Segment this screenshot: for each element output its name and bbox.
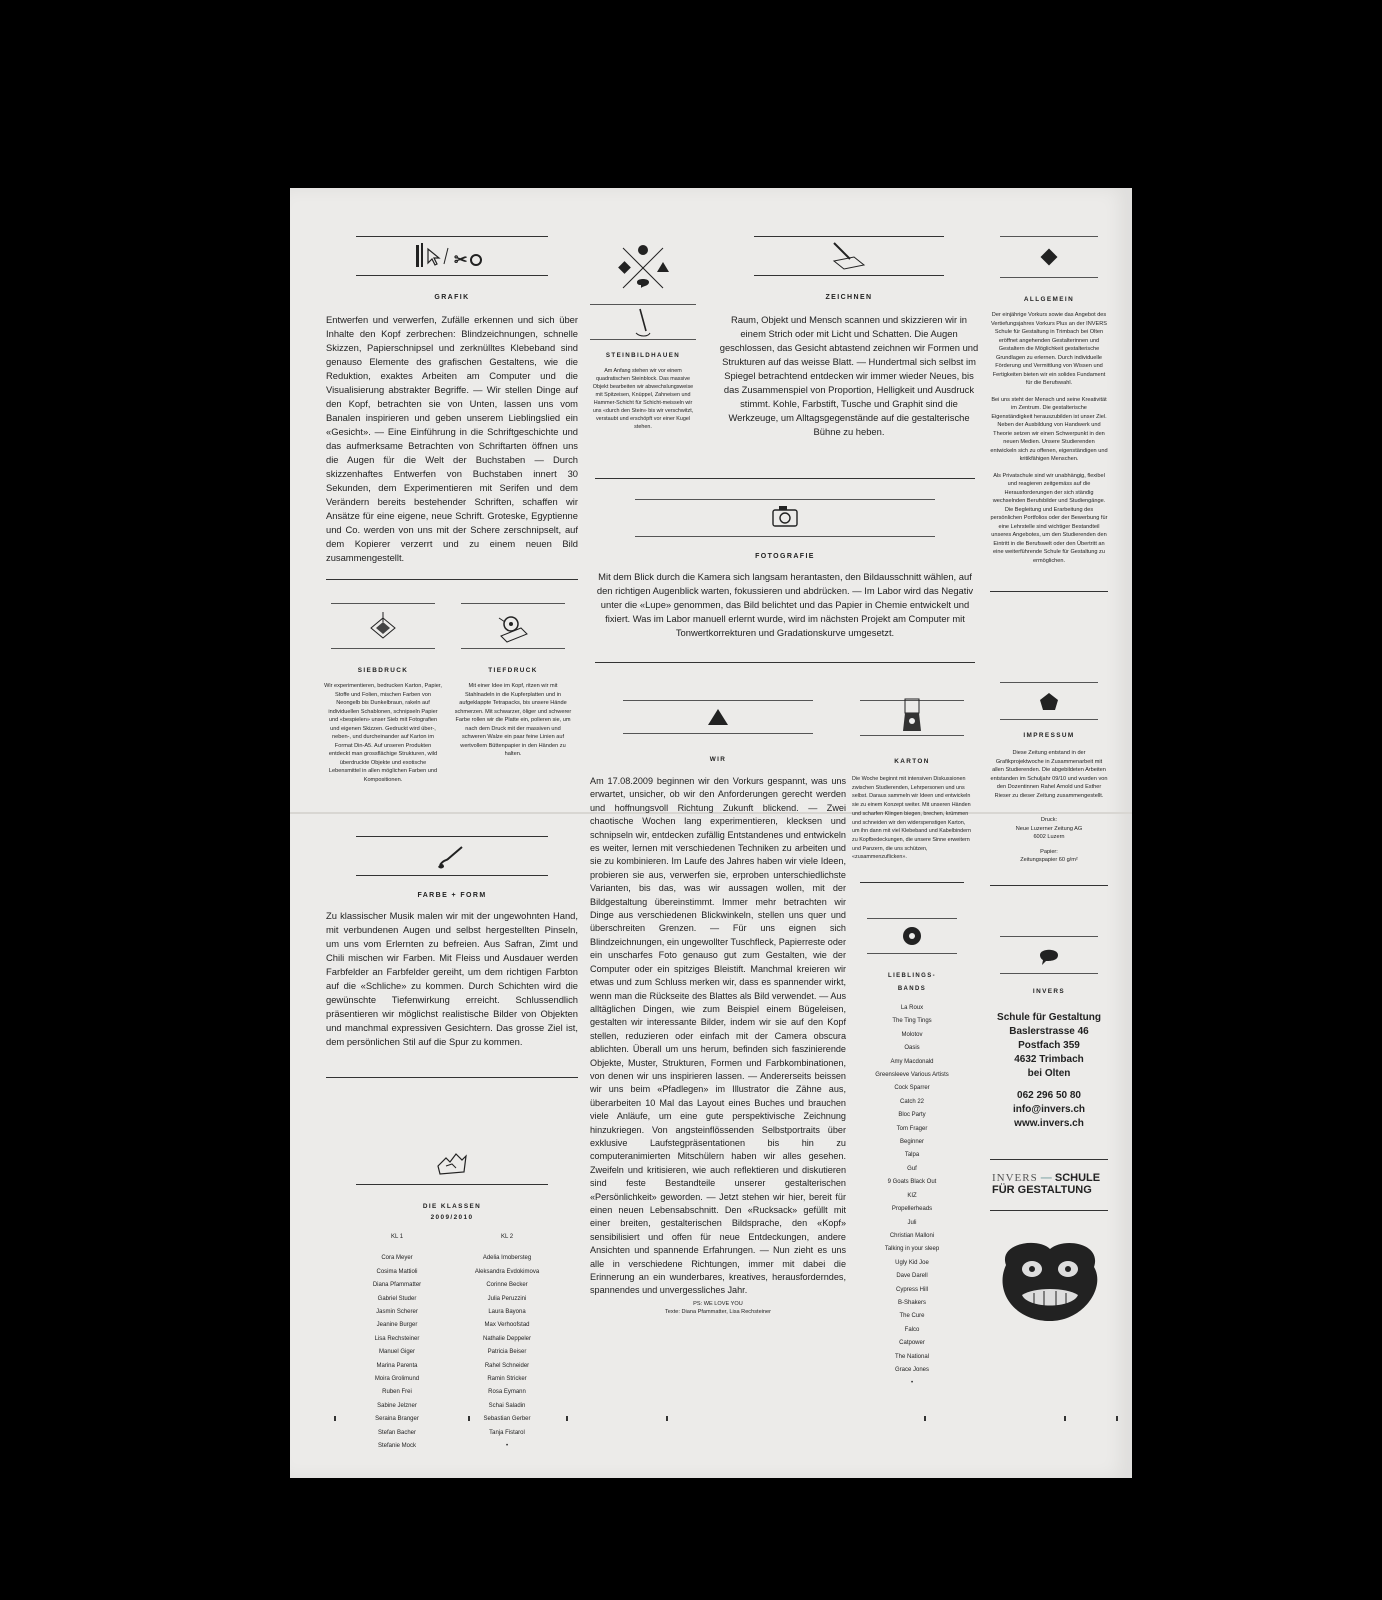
class-1-list — [352, 1231, 442, 1454]
chisel-icon — [628, 305, 658, 339]
school-name: Schule für Gestaltung — [997, 1012, 1101, 1023]
druck-value: Neue Luzerner Zeitung AG — [1015, 825, 1083, 832]
student-name: • — [505, 1443, 509, 1450]
band-name: Greensleeve Various Artists — [875, 1072, 949, 1079]
student-name: Jeanine Burger — [376, 1322, 418, 1329]
class-2-label: KL 2 — [500, 1234, 514, 1240]
wir-title: WIR — [709, 756, 727, 763]
student-name: Stefanie Mock — [377, 1443, 417, 1450]
farbe-form-text: Zu klassischer Musik malen wir mit der ungewohnten Hand, mit verbundenen Augen und selbst hergestellten Pinseln, um uns vom Erlernten zu befreien. Aus Safran, Zimt und Chili mischen wir Farben. Mit Fleiss und Ausdauer werden Farbfelder an Farbfelder gereiht, um dem richtigen Farbton auf die «Schliche» zu kommen. Durch Schichten wird die gewünschte Tiefenwirkung erreicht. Schlussendlich präsentieren wir möglichst realistische Bilder von Objekten und manchmal expressiven Gesichtern. Das grosse Ziel ist, dem persönlichen Stil auf die Spur zu kommen. — [326, 910, 578, 1047]
band-name: Guf — [907, 1165, 917, 1172]
fotografie-title: FOTOGRAFIE — [755, 553, 815, 560]
grafik-section — [326, 236, 578, 580]
papier-label: Papier: — [1040, 848, 1058, 855]
steinbildhauen-title: STEINBILDHAUEN — [605, 352, 681, 359]
student-name: Gabriel Studer — [377, 1295, 417, 1302]
band-name: Grace Jones — [894, 1366, 930, 1373]
karton-text: Die Woche beginnt mit intensiven Diskussionen zwischen Studierenden, Lehrpersonen und uns selbst. Daraus sammeln wir Ideen und entwickeln sie zu einem Konzept weiter. Mit unseren Händen und scharfen Klingen biegen, brechen, krümmen und schneiden wir den widerspenstigen Karton, um ihn dann mit viel Klebeband und Kabelbindern zu Kopfbedeckungen, die unsere Sinne erweitern und Panzern, die uns schützen, «zusammenzuflicken». — [852, 776, 971, 861]
allgemein-title: ALLGEMEIN — [1023, 296, 1075, 303]
etching-press-icon — [495, 608, 531, 644]
allgemein-text-1: Der einjährige Vorkurs sowie das Angebot des Vertiefungsjahres Vorkurs Plus an der INVERS Schule für Gestaltung in Trimbach bei Olten eröffnet angehenden Gestalterinnen und Gestaltern die Möglichkeit gestalterische Grundlagen zu erlernen. Durch individuelle Förderung und Vermittlung von Wissen und Fertigkeiten bieten wir ein solides Fundament für die Berufswahl. — [991, 312, 1107, 386]
farbe-form-title: FARBE + FORM — [417, 892, 487, 899]
paintbrush-icon — [432, 837, 472, 875]
tiefdruck-text: Mit einer Idee im Kopf, ritzen wir mit Stahlnadeln in die Kupferplatten und in aufgeklappte Tetrapacks, bis unsere Hände schmerzen. Mit schwarzer, öliger und schwerer Farbe rollen wir die Platte ein, polieren sie, um nach dem Druck mit der massiven und schweren Walze ein paar feine Linien auf wertvollem Büttenpapier in den Händen zu halten. — [454, 683, 572, 757]
bands-title: LIEBLINGS- BANDS — [888, 973, 936, 992]
invers-logo: INVERS — SCHULE FÜR GESTALTUNG — [992, 1172, 1101, 1196]
student-name: Cora Meyer — [381, 1255, 413, 1262]
student-name: Patricia Beiser — [487, 1349, 527, 1356]
impressum-title: IMPRESSUM — [1023, 732, 1075, 739]
svg-text:✂: ✂ — [454, 252, 468, 269]
klassen-year: 2009/2010 — [430, 1214, 474, 1221]
bands-list — [852, 1002, 972, 1391]
invers-title: INVERS — [1032, 988, 1066, 995]
siebdruck-text: Wir experimentieren, bedrucken Karton, Papier, Stoffe und Folien, mischen Farben von Neongelb bis Dunkelbraun, rakeln auf individuellen Schablonen, schnipseln Papier und «bespielen» unser Sieb mit Fotografien und eigenen Skizzen. Gedruckt wird über-, neben-, und durcheinander auf Karton im Format Din-A5. Auf unseren Produkten entdeckt man grossflächige Strukturen, wild überdruckte Objekte und exotische Lebensmittel in allen möglichen Farben und Kompositionen. — [324, 683, 442, 783]
band-name: Ugly Kid Joe — [895, 1259, 929, 1266]
student-name: Aleksandra Evdokimova — [474, 1268, 540, 1275]
grafik-title: GRAFIK — [434, 294, 470, 301]
student-name: Marina Parenta — [376, 1362, 418, 1369]
monster-face-illustration — [994, 1237, 1108, 1328]
band-name: 9 Goats Black Out — [887, 1179, 937, 1186]
farbe-form-section — [326, 836, 578, 1078]
student-name: Seraina Branger — [375, 1416, 419, 1423]
band-name: Juli — [907, 1219, 917, 1226]
wir-section — [590, 696, 846, 1317]
screenprint-icon — [368, 608, 398, 644]
band-name: Molotov — [901, 1031, 923, 1038]
siebdruck-title: SIEBDRUCK — [357, 667, 409, 674]
band-name: La Roux — [900, 1005, 924, 1011]
band-name: The National — [894, 1353, 930, 1360]
invers-section — [990, 936, 1108, 1328]
band-name: KIZ — [907, 1192, 917, 1199]
email-link[interactable]: info@invers.ch — [1013, 1104, 1085, 1115]
speech-bubble-icon — [1034, 937, 1064, 973]
student-name: Laura Bayona — [488, 1309, 526, 1316]
siebdruck-section — [324, 603, 442, 784]
address-pobox: Postfach 359 — [1018, 1040, 1080, 1051]
fotografie-text: Mit dem Blick durch die Kamera sich langsam herantasten, den Bildausschnitt wählen, auf den richtigen Augenblick warten, fokussieren und abdrücken. — Im Labor wird das Negativ unter die «Lupe» genommen, das Bild belichtet und das Papier in Chemie entwickelt und fixiert. Was im Labor manuell erlernt wurde, wird im nächsten Projekt am Computer mit Tonwertkorrekturen und Gradationskurve umgesetzt. — [596, 571, 974, 638]
website-link[interactable]: www.invers.ch — [1014, 1118, 1084, 1129]
diamond-icon — [1034, 237, 1064, 277]
torn-paper-icon — [432, 1146, 472, 1180]
band-name: Beginner — [899, 1139, 925, 1146]
cardboard-figure-icon — [897, 695, 927, 735]
student-name: Sabine Jelzner — [377, 1402, 417, 1409]
band-name: Cock Sparrer — [894, 1085, 930, 1092]
student-name: Diana Pfammatter — [372, 1282, 422, 1289]
address-street: Baslerstrasse 46 — [1009, 1026, 1089, 1037]
impressum-section — [990, 682, 1108, 886]
band-name: B-Shakers — [897, 1299, 926, 1306]
wir-credit: Texte: Diana Pfammatter, Lisa Rechsteiner — [664, 1309, 772, 1316]
band-name: Tom Frager — [896, 1125, 928, 1132]
sketchbook-icon — [824, 237, 874, 275]
band-name: Talking in your sleep — [884, 1246, 940, 1253]
class-1-label: KL 1 — [390, 1234, 404, 1240]
grafik-text: Entwerfen und verwerfen, Zufälle erkennen und sich über Inhalte den Kopf zerbrechen: Blindzeichnungen, schnelle Skizzen, Papierschnipsel und zerknülltes Klebeband sind genauso Elemente des grafischen Gestaltens, wie die Reduktion, exaktes Arbeiten am Computer und die Visualisierung abstrakter Begriffe. — Wir stellen Dinge auf den Kopf, betrachten sie von Unten, lassen uns vom Banalen inspirieren und geben unserem Lieblingslied ein «Gesicht». — Eine Einführung in die Schriftgeschichte und das aufmerksame Betrachten von Schriftarten öffnen uns die Augen für die Welt der Buchstaben — Durch skizzenhaftes Entwerfen von Buchstaben innert 30 Sekunden, dem Experimentieren mit Serifen und dem Verändern bereits bestehender Schriften, schaffen wir Ansätze für eine eigene, neue Schrift. Groteske, Egyptienne und Co. werden von uns mit der Schere zerschnipselt, auf dem Kopierer verzerrt und zu einem neuen Bild zusammengestellt. — [326, 314, 578, 563]
student-name: Schai Saladin — [488, 1402, 526, 1409]
klassen-title: DIE KLASSEN — [422, 1203, 482, 1210]
student-name: Julia Peruzzini — [487, 1295, 527, 1302]
allgemein-section — [990, 236, 1108, 592]
druck-label: Druck: — [1040, 817, 1058, 823]
pentagon-icon — [1034, 683, 1064, 719]
steinbildhauen-section — [590, 240, 696, 431]
steinbildhauen-text: Am Anfang stehen wir vor einem quadratischen Steinblock. Das massive Objekt bearbeiten wir abwechslungsweise mit Spitzeisen, Knüppel, Zahneisen und Hammer-Schicht für Schicht-meisseln wir uns «durch den Stein» bis wir verschwitzt, verstaubt und erschöpft vor einer Kugel stehen. — [592, 368, 694, 430]
student-name: Stefan Bacher — [377, 1429, 417, 1436]
fotografie-section — [590, 478, 980, 663]
druck-city: 6002 Luzern — [1033, 834, 1065, 840]
zeichnen-text: Raum, Objekt und Mensch scannen und skizzieren wir in einem Strich oder mit Licht und Schatten. Die Augen geschlossen, das Gesicht abtastend zeichnen wir Formen und Strukturen auf das weisse Blatt. — Hundertmal sich selbst im Spiegel betrachtend entdecken wir immer wieder Neues, bis das Zusammenspiel von Proportion, Helligkeit und Ausdruck stimmt. Kohle, Farbstift, Tusche und Graphit sind die Werkzeuge, um Alltagsgegenstände auf die gestalterische Bühne zu heben. — [719, 314, 979, 437]
wir-text: Am 17.08.2009 beginnen wir den Vorkurs gespannt, was uns erwartet, unsicher, ob wir den Anforderungen gerecht werden und hoffnungsvoll Richtung Zukunft blickend. — Zwei chaotische Wochen lang experimentieren, klecksen und schnipseln wir, entdecken zufällig Entstandenes und entwickeln es weiter, lernen mit verschiedenen Techniken zu arbeiten und sie zu kombinieren. Im Laufe des Jahres haben wir viele Ideen, probieren sie aus, verwerfen sie, erproben unterschiedlichste Varianten, bis das, was wir aussagen wollen, mit der Bildgestaltung übereinstimmt. Immer mehr betrachten wir Dinge aus verschiedenen Blickwinkeln, stellen uns quer und überschreiten Grenzen. — Für uns eignen sich Blindzeichnungen, ein ungewollter Tuschfleck, Papierreste oder ein unscharfes Foto genauso gut zum Gestalten, wie der Computer oder ein spitziges Bleistift. Manchmal kreieren wir etwas und zum Schluss merken wir, dass es spannender wirkt, wenn man die Rückseite des Blattes als Bild verwendet. — Aus alltäglichen Dingen, wie zum Beispiel einem Bügeleisen, gestalten wir interessante Bilder, indem wir sie auf den Kopf stellen, reduzieren oder einfach mit der Camera obscura ablichten. Überall um uns herum, befinden sich faszinierende Objekte, Muster, Strukturen, Formen und Farbkombinationen, von denen wir uns inspirieren lassen. — Andererseits beissen wir uns beim «Pfadlegen» im Illustrator die Zähne aus, überarbeiten 10 Mal das Layout eines Buches und brauchen viele Anläufe, um eine gute perspektivische Zeichnung hinzukriegen. Von angsteinflössenden Selbstportraits über exklusive Laufstegpräsentationen bis hin zu computeranimierten Mitschülern haben wir alles gesehen. Zweifeln und kritisieren, wie auch reflektieren und diskutieren sind feste Bestandteile unserer gestalterischen «Persönlichkeit» geworden. — Jetzt stehen wir hier, bereit für einen neuen Lebensabschnitt. Den «Rucksack» gefüllt mit einer breiten, gestalterischen Bildsprache, den «Kopf» sensibilisiert und offen für neue Entdeckungen, andere Ansichten und spannende Erfahrungen. — Nun zieht es uns alle in verschiedene Richtungen, immer mit dabei die Erinnerung an ein wunderbares, kreatives, herausforderndes, spannendes und unvergessliches Jahr. — [590, 776, 846, 1296]
zeichnen-title: ZEICHNEN — [825, 294, 873, 301]
student-name: Lisa Rechsteiner — [374, 1335, 420, 1342]
band-name: Falco — [904, 1326, 920, 1333]
band-name: Dave Darell — [896, 1273, 928, 1280]
student-name: Ruben Frei — [382, 1389, 412, 1396]
student-name: Jasmin Scherer — [376, 1309, 418, 1316]
student-name: Rahel Schneider — [484, 1362, 530, 1369]
band-name: Bloc Party — [898, 1112, 926, 1119]
student-name: Rosa Eymann — [488, 1389, 526, 1396]
student-name: Max Verhoofstad — [484, 1322, 530, 1329]
phone-number: 062 296 50 80 — [1017, 1090, 1081, 1101]
impressum-text: Diese Zeitung entstand in der Grafikprojektwoche in Zusammenarbeit mit allen Studierenden. Die abgebildeten Arbeiten entstanden im Schuljahr 09/10 und wurden von den Dozentinnen Rahel Arnold und Esther Rieser zu dieser Zeitung zusammengestellt. — [990, 750, 1108, 799]
wir-ps: PS: WE LOVE YOU — [693, 1300, 743, 1307]
class-2-list — [462, 1231, 552, 1454]
tiefdruck-title: TIEFDRUCK — [488, 667, 538, 674]
klassen-section — [326, 1146, 578, 1454]
band-name: Amy Macdonald — [890, 1058, 934, 1065]
karton-title: KARTON — [894, 758, 930, 765]
band-name: Oasis — [904, 1045, 920, 1052]
band-name: Catch 22 — [899, 1098, 924, 1105]
bands-section — [852, 918, 972, 1391]
address-city-2: bei Olten — [1027, 1068, 1071, 1079]
allgemein-text-2: Bei uns steht der Mensch und seine Kreativität im Zentrum. Die gestalterische Eigenständigkeit herauszubilden ist unser Ziel. Neben der Ausbildung von Handwerk und Theorie setzen wir einen Schwerpunkt in den neuen Medien. Unsere Studierenden entwickeln sich zu offenen, eigenständigen und kritikfähigen Menschen. — [990, 396, 1108, 462]
address-city: 4632 Trimbach — [1014, 1054, 1084, 1065]
student-name: Corinne Becker — [486, 1282, 528, 1289]
student-name: Cosima Mattioli — [376, 1268, 418, 1275]
papier-value: Zeitungspapier 60 g/m² — [1020, 857, 1078, 863]
student-name: Sebastian Gerber — [483, 1416, 531, 1423]
band-name: Christian Malloni — [889, 1232, 935, 1239]
student-name: Tanja Fistarol — [489, 1429, 525, 1436]
symbols-cross-icon — [615, 240, 671, 296]
karton-section — [852, 696, 972, 883]
tiefdruck-section — [454, 603, 572, 759]
band-name: Talpa — [904, 1152, 920, 1159]
band-name: Cypress Hill — [895, 1286, 928, 1293]
camera-icon — [765, 500, 805, 536]
student-name: Nathalie Deppeler — [482, 1335, 532, 1342]
vinyl-record-icon — [897, 919, 927, 953]
band-name: Propellerheads — [891, 1206, 933, 1213]
allgemein-text-3: Als Privatschule sind wir unabhängig, flexibel und reagieren zeitgemäss auf die Herausforderungen der sich ständig wechselnden Berufsbilder und Studiengänge. Die Begleitung und Erarbeitung des persönlichen Portfolios oder der Bewerbung für eine Lehrstelle sind wichtiger Bestandteil unseres Angebotes, um den Studierenden den Eintritt in die Berufswelt oder den Übertritt an eine weiterführende Schule für Gestaltung zu ermöglichen. — [990, 472, 1108, 564]
student-name: Moira Grolimund — [374, 1376, 420, 1383]
band-name: • — [910, 1380, 914, 1387]
band-name: Catpower — [899, 1340, 925, 1347]
band-name: The Cure — [899, 1313, 925, 1320]
student-name: Manuel Giger — [378, 1349, 416, 1356]
band-name: The Ting Tings — [892, 1018, 932, 1025]
zeichnen-section — [718, 236, 980, 439]
pencil-cursor-icon — [412, 237, 492, 275]
triangle-icon — [703, 701, 733, 733]
student-name: Adelia Imobersteg — [482, 1255, 532, 1262]
newspaper-page — [290, 188, 1132, 1478]
student-name: Ramin Stricker — [487, 1376, 527, 1383]
